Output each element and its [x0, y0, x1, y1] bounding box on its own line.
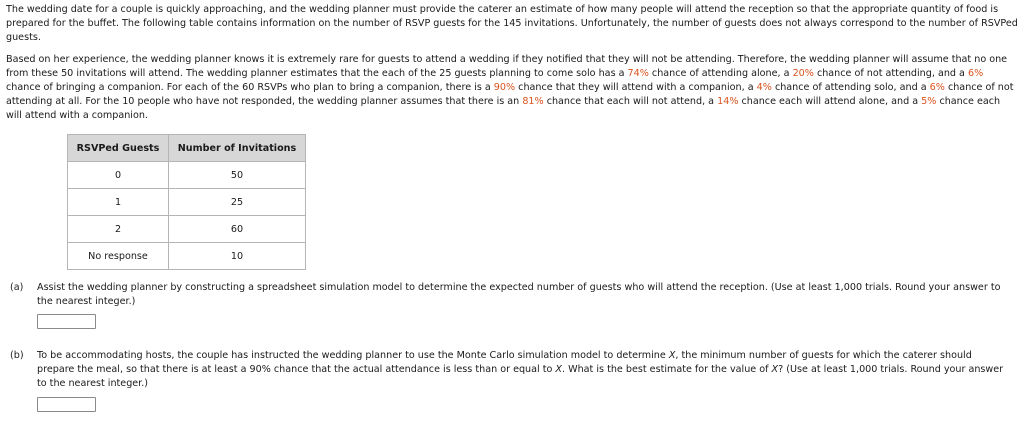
solo-companion-prob: 6% [967, 68, 984, 79]
table-row [68, 189, 306, 216]
table-row [68, 216, 306, 243]
question-b-label: (b) [10, 350, 24, 361]
header-number-of-invitations: Number of Invitations [169, 135, 306, 162]
assumptions-paragraph: Based on her experience, the wedding planner knows it is extremely rare for guests to attend a wedding if they notified that they will not be attending. Therefore, the wedding planner will assume that no one from these 50 invitations will attend. The wedding planner estimates that the each of the 25 guests planning to come solo has a 74% chance of attending alone, a 20% chance of not attending, and a 6% chance of bringing a companion. For each of the 60 RSVPs who plan to bring a companion, there is a 90% chance that they will attend with a companion, a 4% chance of attending solo, and a 6% chance of not attending at all. For the 10 people who have not responded, the wedding planner assumes that there is an 81% chance that each will not attend, a 14% chance each will attend alone, and a 5% chance each will attend with a companion. [6, 54, 1014, 121]
answer-a-input[interactable] [37, 314, 96, 329]
answer-b-input[interactable] [37, 397, 96, 412]
noresp-companion-prob: 5% [921, 96, 937, 107]
solo-attend-prob: 74% [627, 68, 649, 79]
intro-paragraph: The wedding date for a couple is quickly approaching, and the wedding planner must provide the caterer an estimate of how many people will attend the reception so that the appropriate quantity of food is prepared for the buffet. The following table contains information on the number of RSVP guests for the 145 invitations. Unfortunately, the number of guests does not always correspond to the number of RSVPed guests. [6, 4, 1018, 43]
table-cell-guests: 0 [68, 162, 169, 189]
question-a [10, 281, 1010, 309]
table-cell-invitations: 50 [169, 162, 306, 189]
table-row [68, 243, 306, 270]
table-cell-guests: 2 [68, 216, 169, 243]
solo-not-attend-prob: 20% [792, 68, 814, 79]
table-cell-guests: No response [68, 243, 169, 270]
table-cell-invitations: 10 [169, 243, 306, 270]
table-header-row [68, 135, 306, 162]
header-rsvped-guests: RSVPed Guests [68, 135, 169, 162]
table-cell-invitations: 60 [169, 216, 306, 243]
pair-not-attend-prob: 6% [929, 82, 945, 93]
noresp-alone-prob: 14% [717, 96, 739, 107]
pair-solo-prob: 4% [756, 82, 772, 93]
noresp-not-attend-prob: 81% [522, 96, 544, 107]
table-row [68, 162, 306, 189]
table-cell-invitations: 25 [169, 189, 306, 216]
question-b [10, 349, 1010, 391]
table-cell-guests: 1 [68, 189, 169, 216]
question-b-text: To be accommodating hosts, the couple has instructed the wedding planner to use the Monte Carlo simulation model to determine X, the minimum number of guests for which the caterer should prepare the meal, so that there is at least a 90% chance that the actual attendance is less than or equal to X. What is the best estimate for the value of X? (Use at least 1,000 trials. Round your answer to the nearest integer.) [37, 350, 1004, 389]
pair-attend-prob: 90% [493, 82, 516, 93]
question-a-text: Assist the wedding planner by constructing a spreadsheet simulation model to determine the expected number of guests who will attend the reception. (Use at least 1,000 trials. Round your answer to the nearest integer.) [37, 282, 1001, 307]
question-a-label: (a) [10, 282, 24, 293]
rsvp-table [67, 134, 306, 270]
